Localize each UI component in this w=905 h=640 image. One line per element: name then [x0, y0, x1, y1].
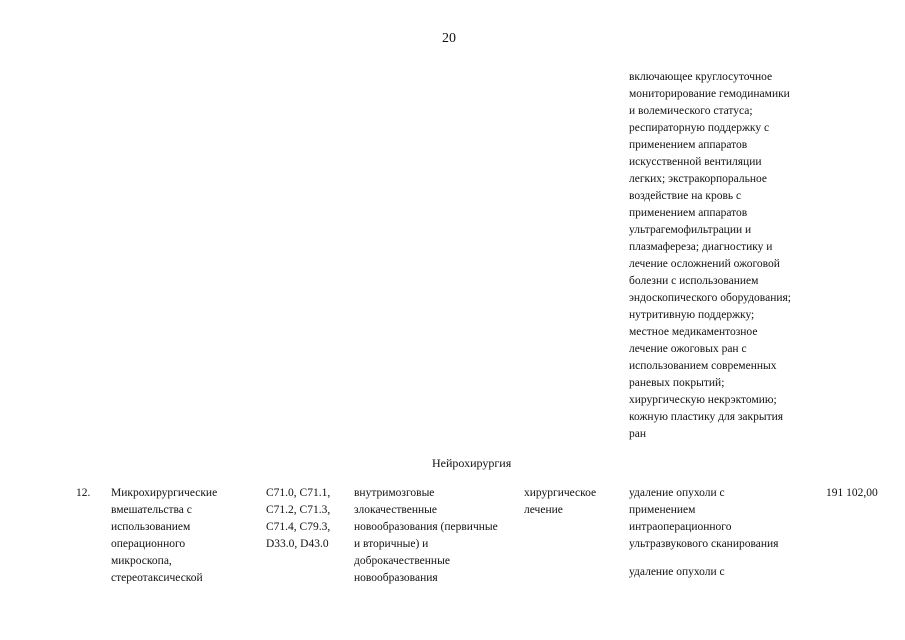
text-line: микроскопа, [111, 555, 172, 567]
continuation-text [629, 69, 791, 443]
text-line: лечение ожоговых ран с [629, 343, 747, 355]
text-line: использованием [111, 521, 191, 533]
row-diagnosis [354, 485, 498, 587]
row-method-2 [629, 564, 725, 581]
text-line: ультрагемофильтрации и [629, 224, 752, 236]
text-line: использованием современных [629, 360, 777, 372]
text-line: доброкачественные [354, 555, 450, 567]
text-line: воздействие на кровь с [629, 190, 742, 202]
text-line: D33.0, D43.0 [266, 538, 329, 550]
text-line: и вторичные) и [354, 538, 429, 550]
section-title: Нейрохирургия [432, 456, 512, 470]
text-line: ран [629, 428, 647, 440]
text-line: новообразования [354, 572, 438, 584]
text-line: и волемического статуса; [629, 105, 753, 117]
text-line: C71.2, C71.3, [266, 504, 331, 516]
page-number: 20 [442, 31, 456, 46]
text-line: злокачественные [354, 504, 437, 516]
text-line: C71.4, C79.3, [266, 521, 331, 533]
row-method-1 [629, 485, 778, 553]
row-name [111, 485, 217, 587]
row-treatment-type [524, 485, 596, 519]
text-line: применением аппаратов [629, 207, 748, 219]
text-line: лечение осложнений ожоговой [629, 258, 780, 270]
text-line: раневых покрытий; [629, 377, 725, 389]
row-number: 12. [76, 487, 91, 499]
text-line: кожную пластику для закрытия [629, 411, 784, 423]
text-line: нутритивную поддержку; [629, 309, 755, 321]
row-codes [266, 485, 330, 553]
text-line: эндоскопического оборудования; [629, 292, 791, 304]
text-line: респираторную поддержку с [629, 122, 770, 134]
text-line: новообразования (первичные [354, 521, 498, 533]
text-line: применением аппаратов [629, 139, 748, 151]
row-cost: 191 102,00 [826, 487, 878, 499]
text-line: C71.0, C71.1, [266, 487, 331, 499]
text-line: включающее круглосуточное [629, 71, 773, 83]
text-line: искусственной вентиляции [629, 156, 762, 168]
text-line: вмешательства с [111, 504, 192, 516]
text-line: плазмафереза; диагностику и [629, 241, 773, 253]
text-line: мониторирование гемодинамики [629, 88, 790, 100]
text-line: интраоперационного [629, 521, 732, 533]
text-line: применением [629, 504, 696, 516]
text-line: Микрохирургические [111, 487, 218, 499]
text-line: хирургическое [524, 487, 597, 499]
text-line: хирургическую некрэктомию; [629, 394, 777, 406]
text-line: стереотаксической [111, 572, 203, 584]
text-line: удаление опухоли с [629, 566, 725, 578]
text-line: легких; экстракорпоральное [629, 173, 767, 185]
text-line: местное медикаментозное [629, 326, 758, 338]
text-line: удаление опухоли с [629, 487, 725, 499]
text-line: внутримозговые [354, 487, 435, 499]
text-line: болезни с использованием [629, 275, 759, 287]
text-line: лечение [524, 504, 563, 516]
text-line: ультразвукового сканирования [629, 538, 779, 550]
text-line: операционного [111, 538, 186, 550]
